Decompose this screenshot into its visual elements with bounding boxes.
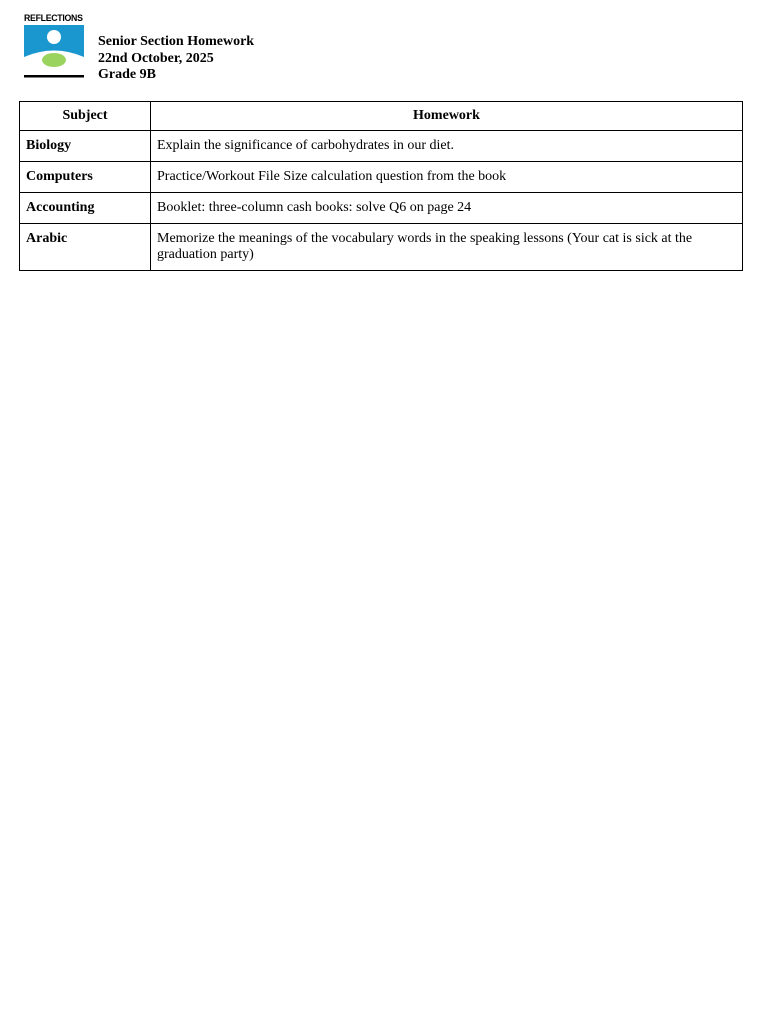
document-header — [98, 34, 254, 84]
homework-cell: Practice/Workout File Size calculation question from the book — [151, 162, 743, 193]
subject-cell: Computers — [20, 162, 151, 193]
homework-cell: Memorize the meanings of the vocabulary words in the speaking lessons (Your cat is sick at the graduation party) — [151, 224, 743, 271]
document-title: Senior Section Homework — [98, 34, 255, 49]
subject-cell: Arabic — [20, 224, 151, 271]
subject-column-header: Subject — [20, 102, 151, 131]
school-logo — [24, 13, 86, 79]
homework-cell: Explain the significance of carbohydrates in our diet. — [151, 131, 743, 162]
table-row — [20, 224, 743, 271]
subject-cell: Biology — [20, 131, 151, 162]
grade-label: Grade 9B — [98, 67, 156, 82]
table-row — [20, 162, 743, 193]
logo-emblem-icon — [24, 24, 86, 79]
document-date: 22nd October, 2025 — [98, 50, 214, 66]
logo-text: REFLECTIONS — [24, 13, 83, 24]
table-header-row — [20, 102, 743, 131]
homework-column-header: Homework — [151, 102, 743, 131]
subject-cell: Accounting — [20, 193, 151, 224]
table-row — [20, 131, 743, 162]
homework-cell: Booklet: three-column cash books: solve Q6 on page 24 — [151, 193, 743, 224]
homework-table — [19, 101, 743, 271]
table-row — [20, 193, 743, 224]
